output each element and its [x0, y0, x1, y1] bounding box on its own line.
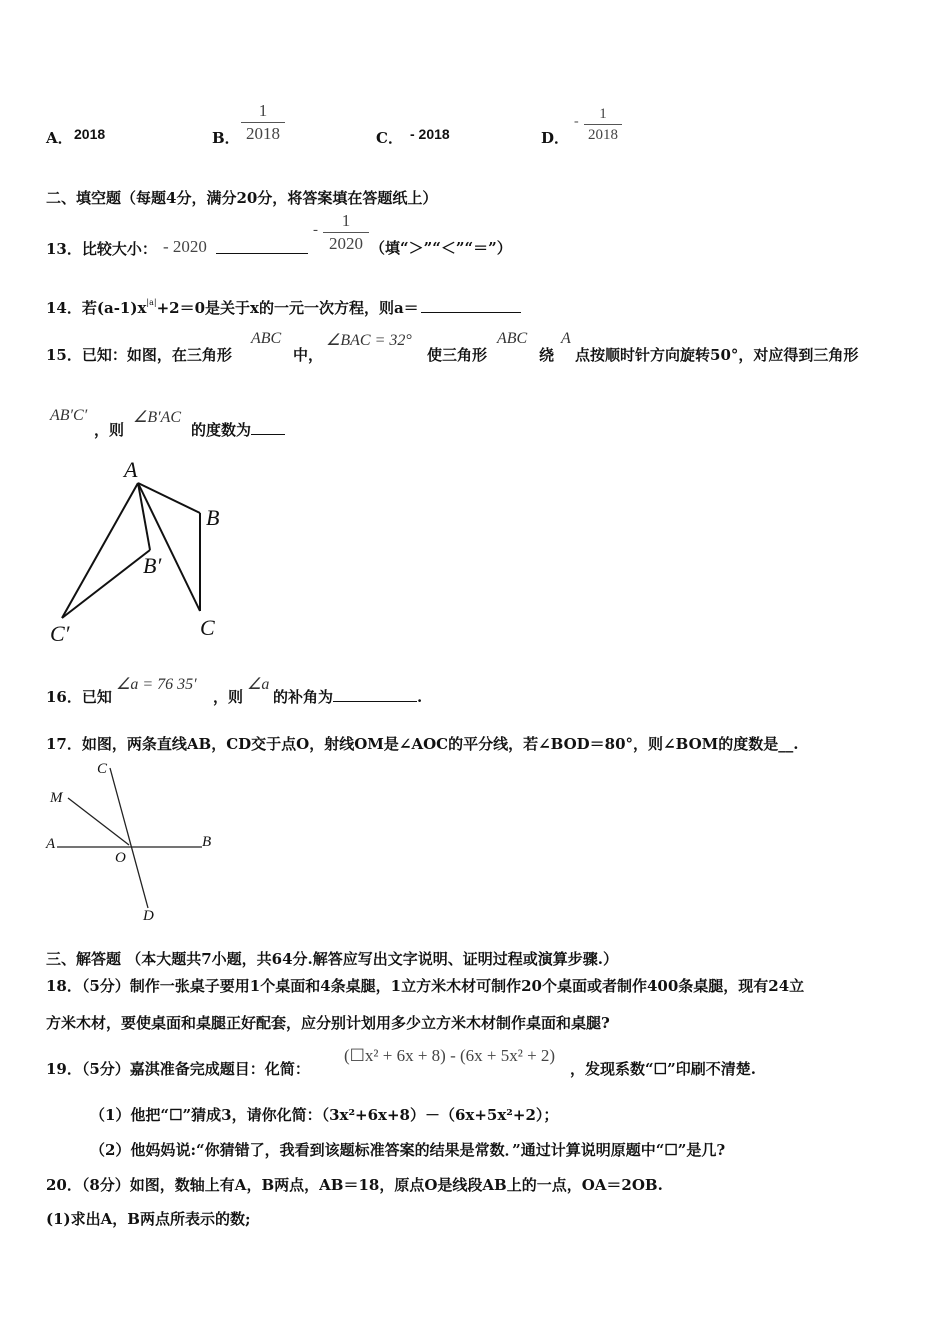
q16-angle: ∠a = 76 35′	[116, 676, 197, 693]
q17-text: 17．如图，两条直线AB，CD交于点O，射线OM是∠AOC的平分线，若∠BOD＝80°，则∠BOM的度数是__.	[46, 735, 799, 753]
option-d-numerator: 1	[599, 106, 607, 122]
q15-triangle-1: ABC	[251, 330, 282, 347]
q14-text	[46, 297, 521, 318]
q19-sub-2: （2）他妈妈说:“你猜错了，我看到该题标准答案的结果是常数．”通过计算说明原题中“☐”是几?	[90, 1141, 726, 1159]
q20-line-1: 20．（8分）如图，数轴上有A，B两点，AB＝18，原点O是线段AB上的一点，OA＝2OB.	[46, 1176, 663, 1194]
q15-mid-1: 中，	[293, 346, 324, 364]
q15-triangle-figure	[40, 455, 240, 650]
q13-right-numerator: 1	[341, 211, 351, 230]
fig17-label-b: B	[202, 834, 212, 850]
q16-mid: ，则	[213, 688, 244, 706]
q13-prefix: 13．比较大小：	[46, 240, 157, 258]
q15-mid-3: 绕	[539, 346, 555, 364]
fig17-label-a: A	[46, 836, 56, 852]
option-b-fraction	[241, 101, 285, 144]
fig17-line-cd	[110, 768, 148, 908]
option-b-denominator: 2018	[246, 124, 280, 143]
q15-line2-triangle: AB′C′	[50, 407, 88, 424]
fig15-label-cprime: C′	[50, 621, 70, 646]
section-2-heading: 二、填空题（每题4分，满分20分，将答案填在答题纸上）	[46, 189, 438, 207]
q15-triangle-2: ABC	[497, 330, 528, 347]
q15-answer-blank[interactable]	[251, 420, 285, 435]
fig17-label-o: O	[115, 850, 126, 866]
q15-line2-tail-text: 的度数为	[191, 421, 252, 439]
fig15-line-bpcp	[62, 550, 150, 618]
q13-right-sign: -	[313, 222, 318, 238]
q19-expression: (☐x² + 6x + 8) - (6x + 5x² + 2)	[344, 1046, 556, 1065]
option-a-value: 2018	[74, 126, 106, 142]
q13-right-denominator: 2020	[329, 234, 363, 253]
fig15-label-b: B	[206, 505, 220, 530]
q20-line-2: (1)求出A，B两点所表示的数;	[46, 1210, 251, 1228]
fig15-label-c: C	[200, 615, 215, 640]
q13-suffix: （填“＞”“＜”“＝”）	[370, 239, 512, 257]
fig17-label-d: D	[143, 908, 154, 924]
q15-point: A	[561, 330, 571, 347]
q19-sub-1: （1）他把“☐”猜成3，请你化简：（3x²+6x+8）－（6x+5x²+2）；	[90, 1106, 559, 1124]
q14-answer-blank[interactable]	[421, 298, 521, 313]
q16-answer-blank[interactable]	[333, 687, 417, 702]
option-a-label: A．	[46, 129, 73, 147]
q18-line-2: 方米木材，要使桌面和桌腿正好配套，应分别计划用多少立方米木材制作桌面和桌腿?	[46, 1014, 610, 1032]
fig15-line-ac	[138, 483, 200, 611]
q14-exponent: |a|	[146, 298, 157, 307]
q15-line2-mid: ，则	[94, 421, 125, 439]
fig15-label-bprime: B′	[143, 553, 162, 578]
q18-line-1: 18．（5分）制作一张桌子要用1个桌面和4条桌腿，1立方米木材可制作20个桌面或者制作400条桌腿，现有24立	[46, 977, 805, 995]
option-c-value: - 2018	[410, 126, 450, 142]
option-d-label: D．	[541, 129, 570, 147]
option-b-label: B．	[212, 129, 240, 147]
q16-end: .	[417, 688, 423, 706]
q19-suffix: ，发现系数“☐”印刷不清楚.	[570, 1060, 756, 1078]
q16-tail	[273, 686, 422, 707]
fig15-line-acp	[62, 483, 138, 618]
section-3-heading: 三、解答题 （本大题共7小题，共64分.解答应写出文字说明、证明过程或演算步骤.）	[46, 950, 618, 968]
q15-line2-tail	[191, 419, 285, 440]
q19-prefix: 19．（5分）嘉淇准备完成题目：化简：	[46, 1060, 310, 1078]
q13-answer-blank[interactable]	[216, 236, 308, 254]
q15-angle: ∠BAC = 32°	[326, 332, 412, 349]
option-d-sign: -	[574, 114, 579, 129]
q17-lines-figure	[40, 758, 230, 928]
q14-text-a: 14．若(a-1)x	[46, 299, 147, 317]
q13-right-fraction	[323, 211, 369, 254]
fig17-label-m: M	[50, 790, 63, 806]
fig15-line-ab	[138, 483, 200, 513]
option-b-numerator: 1	[258, 101, 268, 120]
q16-angle-2: ∠a	[247, 676, 270, 693]
option-d-denominator: 2018	[588, 127, 618, 143]
fig15-label-a: A	[124, 457, 138, 482]
q15-line2-angle: ∠B′AC	[133, 409, 182, 426]
fig15-line-abp	[138, 483, 150, 550]
q13-left-value: - 2020	[163, 237, 207, 256]
fig17-label-c: C	[97, 761, 108, 777]
option-d-fraction	[584, 105, 622, 144]
q16-prefix: 16．已知	[46, 688, 112, 706]
q14-text-b: +2＝0是关于x的一元一次方程，则a＝	[156, 299, 419, 317]
q16-tail-text: 的补角为	[273, 688, 334, 706]
q15-tail: 点按顺时针方向旋转50°，对应得到三角形	[575, 346, 859, 364]
option-c-label: C．	[376, 129, 403, 147]
q15-mid-2: 使三角形	[427, 346, 488, 364]
q15-prefix: 15．已知：如图，在三角形	[46, 346, 232, 364]
